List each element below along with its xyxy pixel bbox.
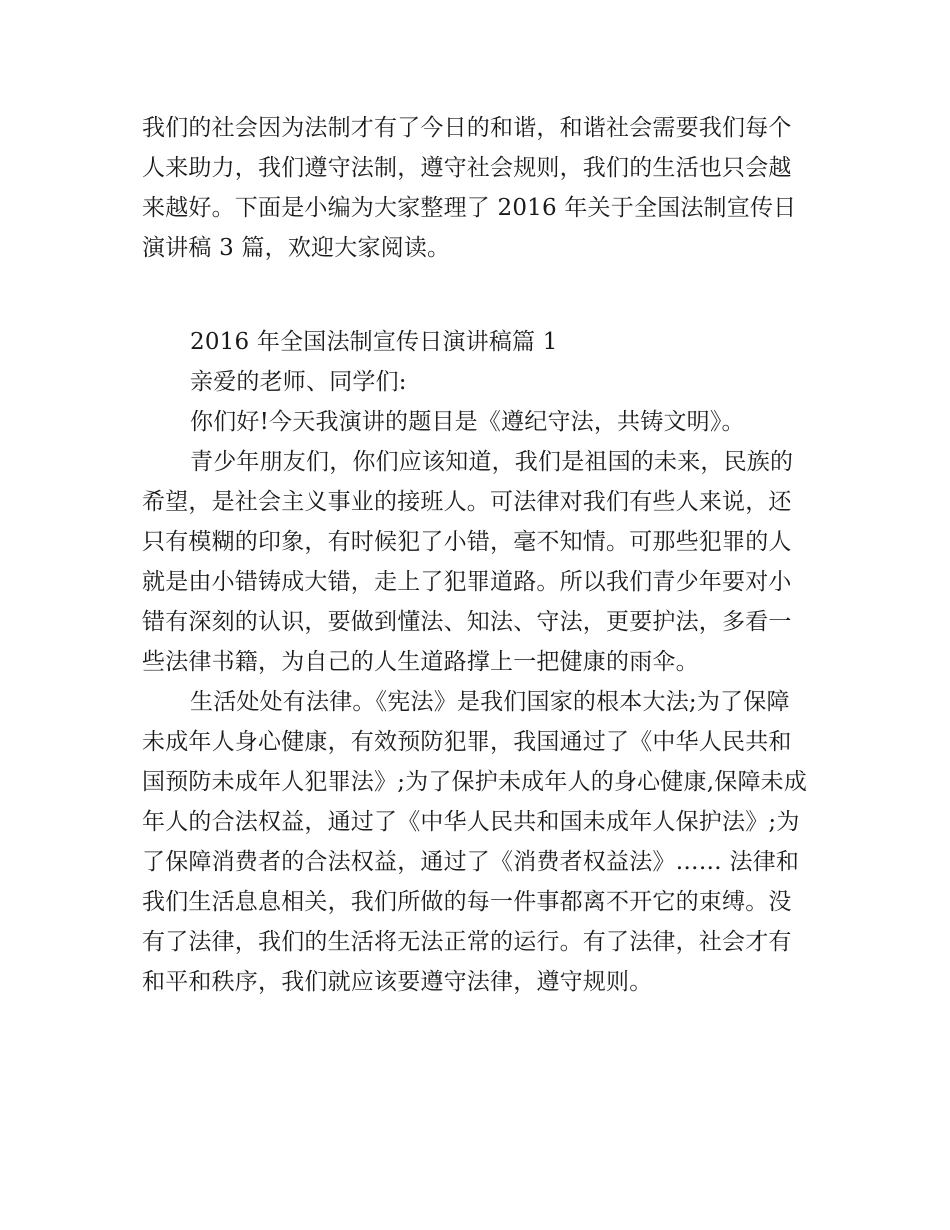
opening-line: 你们好!今天我演讲的题目是《遵纪守法，共铸文明》。: [190, 409, 745, 435]
body-paragraph: 生活处处有法律。《宪法》是我们国家的根本大法;为了保障未成年人身心健康，有效预防犯罪，我国通过了《中华人民共和国预防未成年人犯罪法》;为了保护未成年人的身心健康,保障未成年人的合法权益，通过了《中华人民共和国未成年人保护法》;为了保障消费者的合法权益，通过了《消费者权益法》…… 法律和我们生活息息相关，我们所做的每一件事都离不开它的束缚。没有了法律，我们的生活将无法正常的运行。有了法律，社会才有和平和秩序，我们就应该要遵守法律，遵守规则。: [142, 689, 808, 995]
greeting-line: 亲爱的老师、同学们:: [190, 369, 407, 395]
intro-paragraph: 我们的社会因为法制才有了今日的和谐，和谐社会需要我们每个人来助力，我们遵守法制，遵守社会规则，我们的生活也只会越来越好。下面是小编为大家整理了 2016 年关于全国法制宣传日演讲稿 3 篇，欢迎大家阅读。: [142, 115, 797, 261]
speech-body: [142, 322, 812, 1002]
section-title: 2016 年全国法制宣传日演讲稿篇 1: [190, 329, 558, 355]
body-paragraph: 青少年朋友们，你们应该知道，我们是祖国的未来，民族的希望，是社会主义事业的接班人。可法律对我们有些人来说，还只有模糊的印象，有时候犯了小错，毫不知情。可那些犯罪的人就是由小错铸成大错，走上了犯罪道路。所以我们青少年要对小错有深刻的认识，要做到懂法、知法、守法，更要护法，多看一些法律书籍，为自己的人生道路撑上一把健康的雨伞。: [142, 449, 794, 675]
